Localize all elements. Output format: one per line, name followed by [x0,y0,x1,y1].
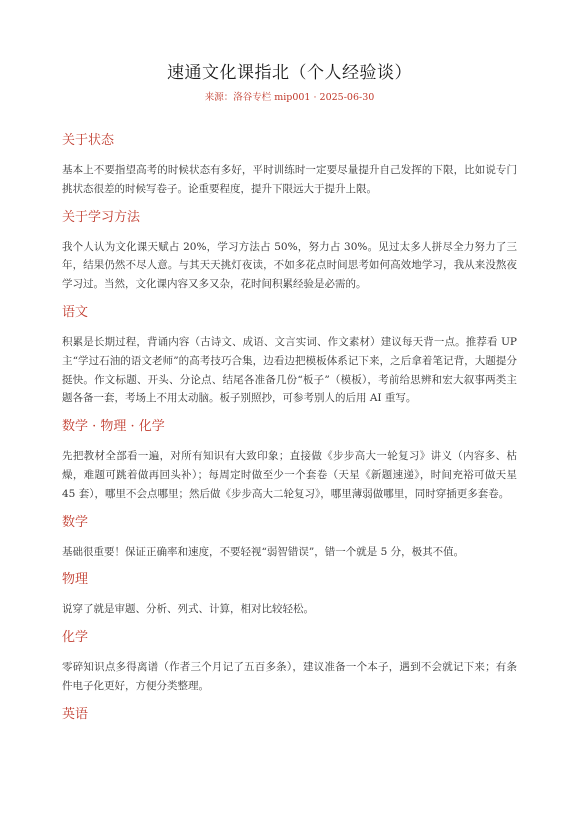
section-body: 基础很重要！保证正确率和速度，不要轻视“弱智错误”，错一个就是 5 分，极其不值。 [62,545,465,558]
section-body: 零碎知识点多得离谱（作者三个月记了五百多条），建议准备一个本子，遇到不会就记下来；有条件电子化更好，方便分类整理。 [62,661,517,692]
section-body: 基本上不要指望高考的时候状态有多好，平时训练时一定要尽量提升自己发挥的下限，比如说专门挑状态很差的时候写卷子。论重要程度，提升下限远大于提升上限。 [62,164,517,195]
section-body: 积累是长期过程，背诵内容（古诗文、成语、文言实词、作文素材）建议每天背一点。推荐看 UP 主“学过石油的语文老师”的高考技巧合集，边看边把模板体系记下来，之后拿着笔记背，大题提分挺快。作文标题、开头、分论点、结尾各准备几份“板子”（模板），考前给思辨和宏大叙事两类主题各备一套，考场上不用太动脑。板子别照抄，可参考别人的后用 AI 重写。 [62,335,517,405]
sections [62,132,517,724]
section-chemistry [62,629,517,696]
section-heading: 语文 [62,304,89,320]
section-physics [62,571,517,619]
section-heading: 化学 [62,630,89,646]
section-chinese [62,304,517,408]
section-sciences [62,418,517,503]
section-body: 说穿了就是审题、分析、列式、计算，相对比较轻松。 [62,603,314,616]
section-method [62,209,517,294]
section-heading: 关于学习方法 [62,209,141,225]
section-heading: 英语 [62,706,89,722]
section-heading: 物理 [62,572,89,588]
section-heading: 数学 · 物理 · 化学 [62,419,165,435]
section-body: 先把教材全部看一遍，对所有知识有大致印象；直接做《步步高大一轮复习》讲义（内容多、枯燥，难题可跳着做再回头补）；每周定时做至少一个套卷（天星《新题速递》，时间充裕可做天星 45 套），哪里不会点哪里；然后做《步步高大二轮复习》，哪里薄弱做哪里，同时穿插更多套卷。 [62,450,517,500]
section-heading: 关于状态 [62,133,115,148]
section-body: 我个人认为文化课天赋占 20%，学习方法占 50%，努力占 30%。见过太多人拼尽全力努力了三年，结果仍然不尽人意。与其天天挑灯夜读，不如多花点时间思考如何高效地学习，我从来没熬夜学习过。当然，文化课内容又多又杂，花时间积累经验是必需的。 [62,240,517,291]
section-state [62,132,517,199]
section-heading: 数学 [62,514,89,530]
page-title: 速通文化课指北（个人经验谈） [167,63,412,83]
source-meta: 来源：洛谷专栏 mip001 · 2025-06-30 [204,92,375,103]
section-english [62,706,517,724]
section-math [62,514,517,562]
